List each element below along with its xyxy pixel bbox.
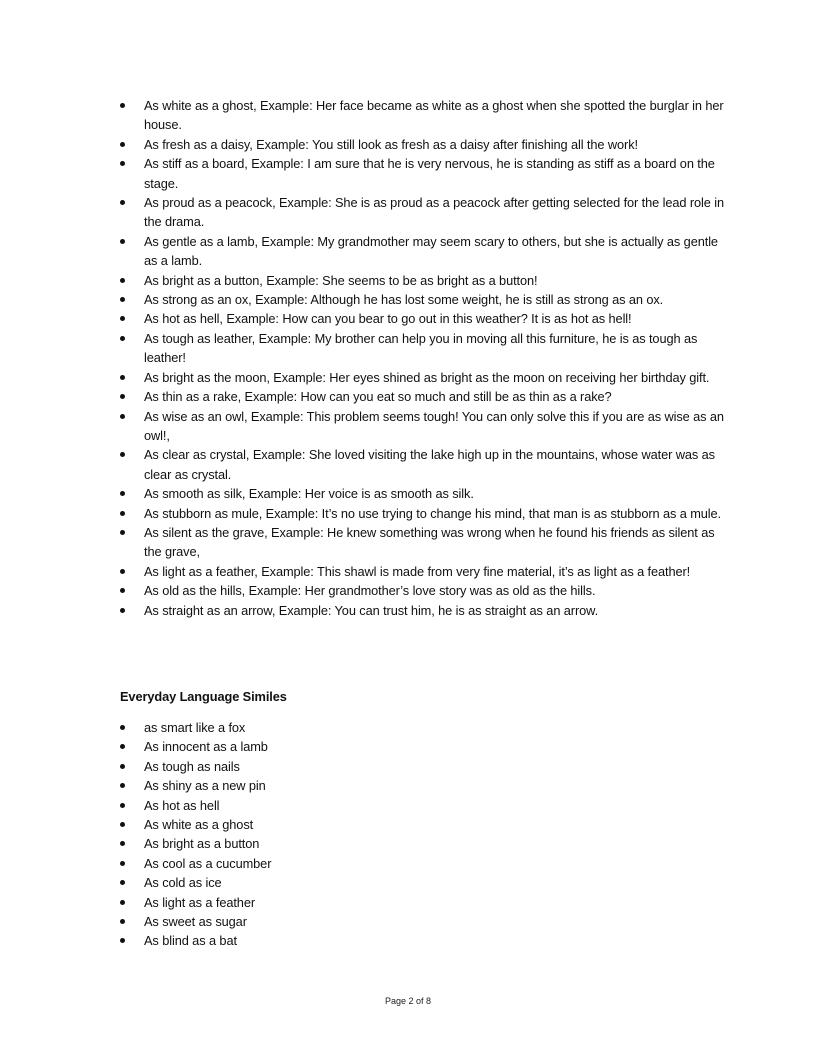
list-item [118, 912, 730, 931]
bullet-icon [120, 200, 125, 205]
list-item [118, 271, 730, 290]
list-item-text: As white as a ghost [144, 817, 254, 833]
list-item-text: as smart like a fox [144, 720, 246, 735]
list-item-text: As proud as a peacock, Example: She is as proud as a peacock after getting selected for the lead role in the drama. [144, 195, 725, 230]
list-item-text: As bright as a button, Example: She seems to be as bright as a button! [144, 272, 538, 288]
bullet-icon [120, 725, 125, 730]
list-item [118, 601, 730, 620]
list-item [118, 193, 730, 232]
bullet-icon [120, 841, 125, 846]
list-item [118, 523, 730, 562]
list-item [118, 387, 730, 406]
bullet-icon [120, 938, 125, 943]
list-item [118, 96, 730, 135]
page-number: Page 2 of 8 [384, 996, 432, 1006]
list-item-text: As white as a ghost, Example: Her face became as white as a ghost when she spotted the burglar in her house. [144, 98, 724, 133]
list-item [118, 757, 730, 776]
list-item-text: As hot as hell [144, 797, 220, 813]
bullet-icon [120, 530, 125, 535]
bullet-icon [120, 822, 125, 827]
list-item [118, 796, 730, 815]
bullet-icon [120, 278, 125, 283]
list-item [118, 309, 730, 328]
bullet-icon [120, 744, 125, 749]
bullet-icon [120, 142, 125, 147]
bullet-icon [120, 297, 125, 302]
list-item-text: As gentle as a lamb, Example: My grandmother may seem scary to others, but she is actually as gentle as a lamb. [144, 233, 718, 269]
list-item-text: As fresh as a daisy, Example: You still look as fresh as a daisy after finishing all the work! [144, 136, 638, 152]
list-item [118, 232, 730, 271]
list-item [118, 562, 730, 581]
list-item-text: As old as the hills, Example: Her grandmother’s love story was as old as the hills. [144, 583, 596, 599]
similes-example-list [118, 96, 730, 620]
list-item-text: As cool as a cucumber [144, 855, 272, 871]
list-item [118, 776, 730, 795]
bullet-icon [120, 491, 125, 496]
list-item [118, 407, 730, 446]
list-item-text: As light as a feather [144, 894, 256, 910]
bullet-icon [120, 588, 125, 593]
list-item-text: As light as a feather, Example: This shawl is made from very fine material, it’s as light as a feather! [144, 563, 691, 579]
bullet-icon [120, 316, 125, 321]
list-item-text: As blind as a bat [144, 933, 237, 949]
list-item-text: As strong as an ox, Example: Although he has lost some weight, he is still as strong as an ox. [144, 292, 664, 308]
list-item-text: As clear as crystal, Example: She loved visiting the lake high up in the mountains, whose water was as clear as crystal. [144, 447, 715, 482]
bullet-icon [120, 783, 125, 788]
list-item [118, 504, 730, 523]
bullet-icon [120, 239, 125, 244]
list-item-text: As bright as the moon, Example: Her eyes shined as bright as the moon on receiving her birthday gift. [144, 369, 710, 385]
list-item [118, 854, 730, 873]
bullet-icon [120, 608, 125, 613]
bullet-icon [120, 569, 125, 574]
list-item [118, 445, 730, 484]
bullet-icon [120, 161, 125, 166]
list-item-text: As tough as leather, Example: My brother can help you in moving all this furniture, he is as tough as leather! [144, 330, 698, 366]
section-heading: Everyday Language Similes [120, 689, 287, 704]
list-item-text: As bright as a button [144, 836, 260, 852]
bullet-icon [120, 414, 125, 419]
bullet-icon [120, 880, 125, 885]
bullet-icon [120, 919, 125, 924]
list-item [118, 484, 730, 503]
list-item [118, 581, 730, 600]
bullet-icon [120, 511, 125, 516]
bullet-icon [120, 375, 125, 380]
list-item-text: As hot as hell, Example: How can you bear to go out in this weather? It is as hot as hell! [144, 311, 632, 327]
bullet-icon [120, 452, 125, 457]
list-item [118, 329, 730, 368]
list-item-text: As smooth as silk, Example: Her voice is as smooth as silk. [144, 486, 474, 502]
list-item-text: As wise as an owl, Example: This problem seems tough! You can only solve this if you are as wise as an owl!, [144, 408, 724, 443]
list-item [118, 815, 730, 834]
list-item-text: As silent as the grave, Example: He knew something was wrong when he found his friends as silent as the grave, [144, 524, 715, 560]
list-item-text: As stiff as a board, Example: I am sure that he is very nervous, he is standing as stiff as a board on the stage. [144, 156, 715, 191]
list-item [118, 154, 730, 193]
list-item [118, 290, 730, 309]
bullet-icon [120, 803, 125, 808]
list-item [118, 737, 730, 756]
list-item [118, 931, 730, 950]
list-item [118, 135, 730, 154]
list-item-text: As tough as nails [144, 758, 240, 774]
list-item [118, 368, 730, 387]
bullet-icon [120, 764, 125, 769]
list-item-text: As stubborn as mule, Example: It’s no use trying to change his mind, that man is as stubborn as a mule. [144, 505, 722, 521]
list-item-text: As innocent as a lamb [144, 739, 268, 755]
list-item [118, 873, 730, 892]
list-item [118, 718, 730, 737]
bullet-icon [120, 103, 125, 108]
bullet-icon [120, 336, 125, 341]
bullet-icon [120, 861, 125, 866]
everyday-similes-list [118, 718, 730, 951]
list-item-text: As thin as a rake, Example: How can you eat so much and still be as thin as a rake? [144, 389, 612, 405]
list-item-text: As sweet as sugar [144, 914, 247, 930]
list-item-text: As straight as an arrow, Example: You can trust him, he is as straight as an arrow. [144, 602, 599, 618]
list-item-text: As shiny as a new pin [144, 778, 266, 794]
list-item-text: As cold as ice [144, 875, 222, 891]
bullet-icon [120, 900, 125, 905]
bullet-icon [120, 394, 125, 399]
list-item [118, 893, 730, 912]
list-item [118, 834, 730, 853]
